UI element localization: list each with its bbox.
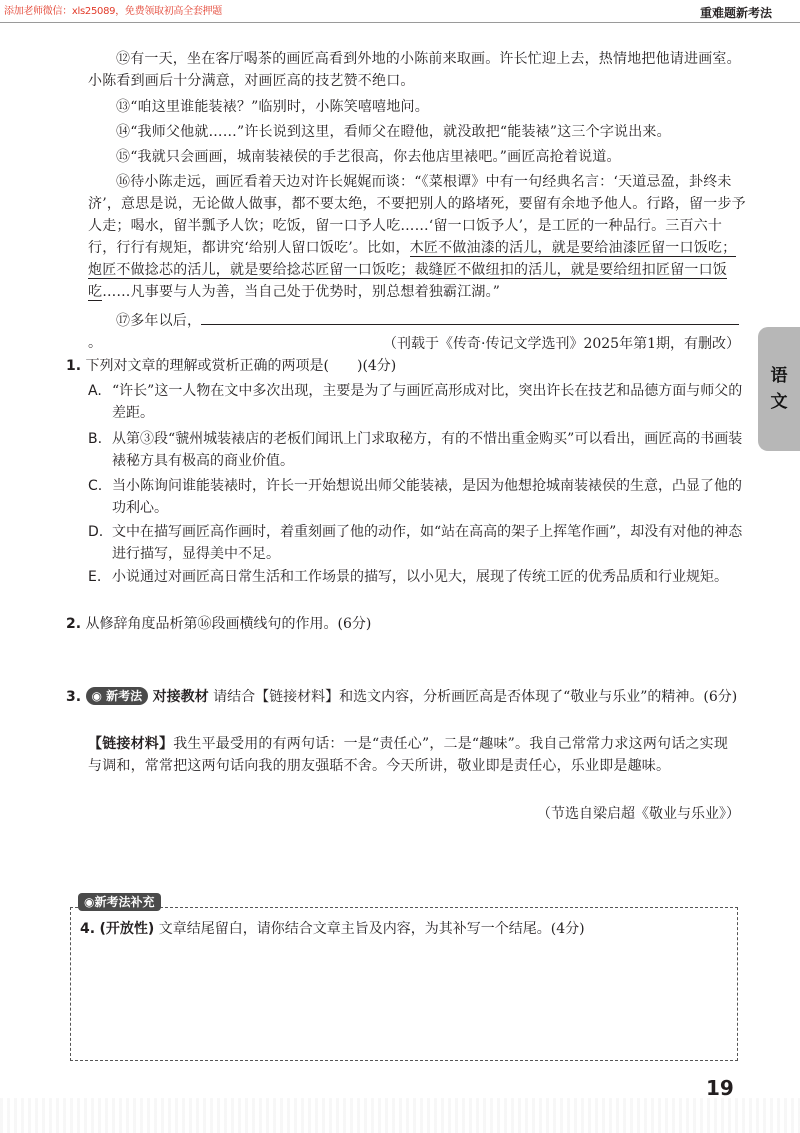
question-2-number: 2. <box>66 616 82 632</box>
question-2-stem: 从修辞角度品析第⑯段画横线句的作用。(6分) <box>85 616 372 632</box>
new-method-badge-label: 新考法 <box>106 689 143 703</box>
paragraph-12: ⑫有一天，坐在客厅喝茶的画匠高看到外地的小陈前来取画。许长忙迎上去，热情地把他请进画室。小陈看到画后十分满意，对画匠高的技艺赞不绝口。 <box>88 51 741 89</box>
question-4-stem: 文章结尾留白，请你结合文章主旨及内容，为其补写一个结尾。(4分) <box>158 921 585 937</box>
page-bottom-texture <box>0 1098 800 1133</box>
option-c-text: 当小陈询问谁能装裱时，许长一开始想说出师父能装裱，是因为他想抢城南装裱侯的生意，凸显了他的功利心。 <box>112 478 742 516</box>
option-e-text: 小说通过对画匠高日常生活和工作场景的描写，以小见大，展现了传统工匠的优秀品质和行业规矩。 <box>112 569 728 585</box>
question-4-tag: (开放性) <box>99 921 155 937</box>
supplement-badge-label: 新考法补充 <box>94 895 155 909</box>
link-material <box>88 733 740 777</box>
option-e[interactable] <box>88 566 748 588</box>
option-c[interactable] <box>88 475 748 519</box>
option-d-text: 文中在描写画匠高作画时，着重刻画了他的动作，如“站在高高的架子上挥笔作画”，却没有对他的神态进行描写，显得美中不足。 <box>112 524 743 562</box>
page-number: 19 <box>706 1076 734 1100</box>
subject-char-1: 语 <box>770 366 788 386</box>
header-divider <box>0 22 800 23</box>
link-material-text: 我生平最受用的有两句话：一是“责任心”，二是“趣味”。我自己常常力求这两句话之实现与调和，常常把这两句话向我的朋友强聒不舍。今天所讲，敬业即是责任心，乐业即是趣味。 <box>88 736 729 774</box>
question-1-number: 1. <box>66 358 82 374</box>
option-c-letter: C. <box>88 478 103 494</box>
paragraph-13: ⑬“咱这里谁能装裱？”临别时，小陈笑嘻嘻地问。 <box>116 99 429 115</box>
question-3-stem: 请结合【链接材料】和选文内容，分析画匠高是否体现了“敬业与乐业”的精神。(6分) <box>213 689 738 705</box>
question-3 <box>66 686 746 708</box>
new-method-badge: ◉ 新考法 <box>86 687 149 705</box>
answer-blank-line[interactable] <box>201 310 739 325</box>
option-b-text: 从第③段“虢州城装裱店的老板们闻讯上门求取秘方，有的不惜出重金购买”可以看出，画匠高的书画装裱秘方具有极高的商业价值。 <box>112 431 743 469</box>
option-d-letter: D. <box>88 524 104 540</box>
link-material-source: （节选自梁启超《敬业与乐业》） <box>537 806 740 822</box>
subject-side-tab <box>758 327 800 451</box>
question-4 <box>80 918 730 940</box>
question-3-number: 3. <box>66 689 82 705</box>
link-material-label: 【链接材料】 <box>88 736 174 752</box>
question-2 <box>66 613 746 635</box>
question-1-stem: 下列对文章的理解或赏析正确的两项是( )(4分) <box>85 358 397 374</box>
option-b-letter: B. <box>88 431 103 447</box>
paragraph-16-ending: ……凡事要与人为善，当自己处于优势时，别总想着独霸江湖。” <box>102 284 501 300</box>
option-a[interactable] <box>88 380 748 424</box>
subject-char-2: 文 <box>770 392 788 412</box>
option-a-letter: A. <box>88 383 102 399</box>
section-tag: 重难题新考法 <box>699 6 772 20</box>
option-e-letter: E. <box>88 569 102 585</box>
paragraph-17-prefix: ⑰多年以后， <box>116 313 202 329</box>
paragraph-17-suffix: 。 <box>88 335 103 351</box>
option-b[interactable] <box>88 428 748 472</box>
option-a-text: “许长”这一人物在文中多次出现，主要是为了与画匠高形成对比，突出许长在技艺和品德方面与师父的差距。 <box>112 383 743 421</box>
question-4-number: 4. <box>80 921 96 937</box>
option-d[interactable] <box>88 521 748 565</box>
passage-source: （刊载于《传奇·传记文学选刊》2025年第1期，有删改） <box>383 336 740 352</box>
question-1 <box>66 355 746 377</box>
supplement-badge: ◉新考法补充 <box>78 893 161 911</box>
paragraph-15: ⑮“我就只会画画，城南装裱侯的手艺很高，你去他店里裱吧。”画匠高抢着说道。 <box>116 149 621 165</box>
paragraph-14: ⑭“我师父他就……”许长说到这里，看师父在瞪他，就没敢把“能装裱”这三个字说出来。 <box>116 124 671 140</box>
promo-banner: 添加老师微信：xls25089，免费领取初高全套押题 <box>4 6 222 17</box>
underlined-sentence: 木匠不做油漆的活儿，就是要给油漆匠留一口饭吃；炮匠不做捻芯的活儿，就是要给捻芯匠留一口饭吃；裁缝匠不做纽扣的活儿，就是要给纽扣匠留一口饭吃 <box>88 240 737 300</box>
paragraph-16-text: ⑯待小陈走远，画匠看着天边对许长娓娓而谈：“《菜根谭》中有一句经典名言：‘天道忌盈，卦终未济’，意思是说，无论做人做事，都不要太绝，不要把别人的路堵死，要留有余地予他人。行路，留一步予人走；喝水，留半瓢予人饮；吃饭，留一口予人吃……‘留一口饭予人’，是工匠的一种品行。三百六十行，行行有规矩，都讲究‘给别人留口饭吃’。比如， <box>88 174 746 256</box>
paragraph-16 <box>88 171 748 303</box>
question-3-tag: 对接教材 <box>152 689 209 705</box>
